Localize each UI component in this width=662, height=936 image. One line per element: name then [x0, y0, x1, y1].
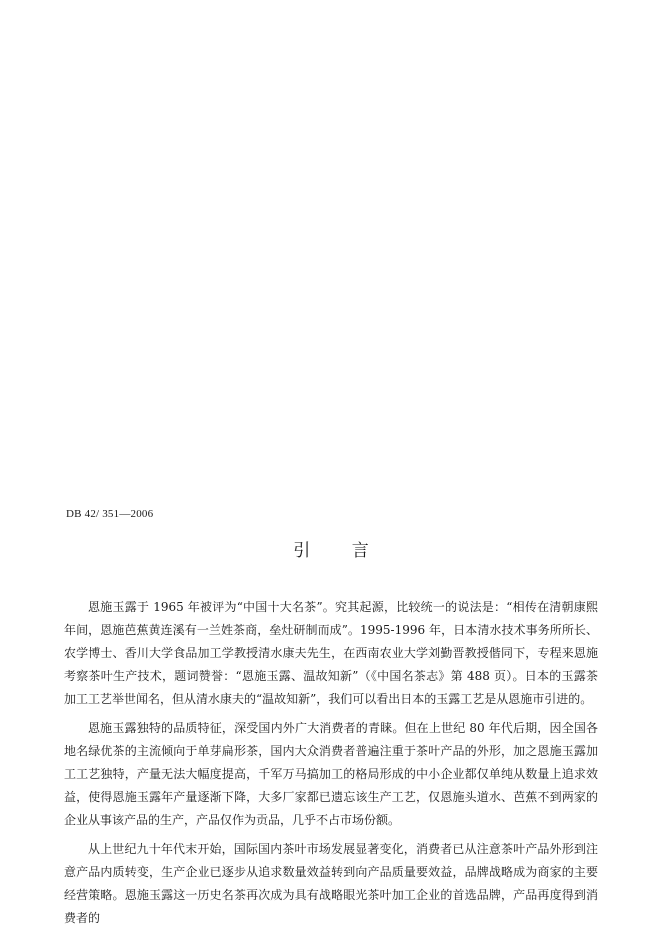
document-code: DB 42/ 351—2006	[66, 508, 154, 520]
section-title: 引 言	[293, 541, 387, 561]
paragraph: 从上世纪九十年代末开始，国际国内茶叶市场发展显著变化，消费者已从注意茶叶产品外形到注意产品内质转变，生产企业已逐步从追求数量效益转到向产品质量要效益，品牌战略成为商家的主要经营策略。恩施玉露这一历史名茶再次成为具有战略眼光茶叶加工企业的首选品牌，产品再度得到消费者的	[64, 842, 598, 925]
body-text	[64, 596, 598, 936]
paragraph: 恩施玉露独特的品质特征，深受国内外广大消费者的青睐。但在上世纪 80 年代后期，因全国各地名绿优茶的主流倾向于单芽扁形茶，国内大众消费者普遍注重于茶叶产品的外形，加之恩施玉露加工工艺独特，产量无法大幅度提高，千军万马搞加工的格局形成的中小企业都仅单纯从数量上追求效益，使得恩施玉露年产量逐渐下降，大多厂家都已遗忘该生产工艺，仅恩施头道水、芭蕉不到两家的企业从事该产品的生产，产品仅作为贡品，几乎不占市场份额。	[64, 721, 598, 827]
paragraph: 恩施玉露于 1965 年被评为“中国十大名茶”。究其起源，比较统一的说法是：“相传在清朝康熙年间，恩施芭蕉黄连溪有一兰姓茶商，垒灶研制而成”。1995-1996 年，日本清水技术事务所所长、农学博士、香川大学食品加工学教授清水康夫先生，在西南农业大学刘勤晋教授偕同下，专程来恩施考察茶叶生产技术，题词赞誉：“恩施玉露、温故知新”（《中国名茶志》第 488 页）。日本的玉露茶加工工艺举世闻名，但从清水康夫的“温故知新”，我们可以看出日本的玉露工艺是从恩施市引进的。	[64, 600, 598, 706]
